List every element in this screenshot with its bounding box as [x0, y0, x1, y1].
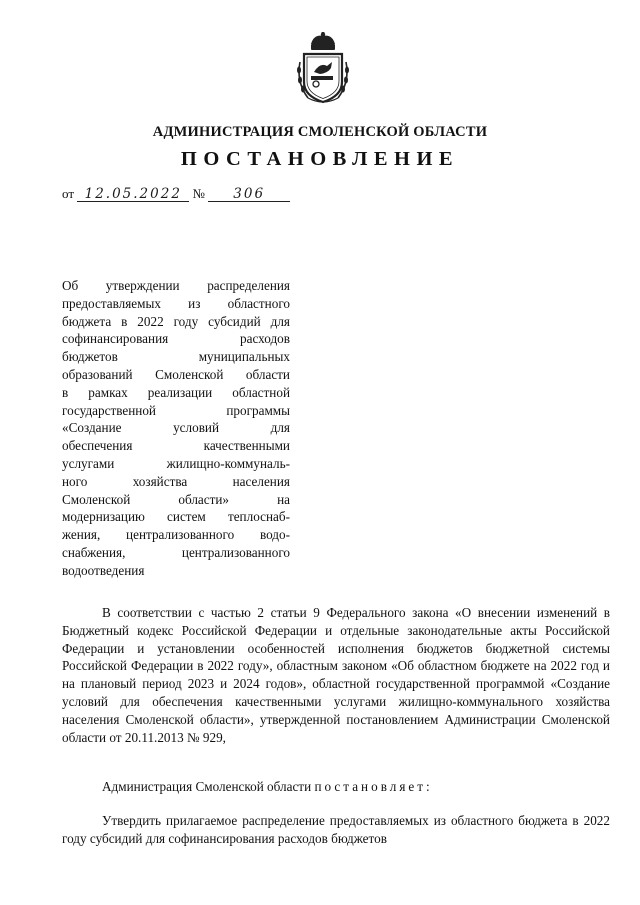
- subject-line: софинансирования расходов: [62, 331, 290, 347]
- preamble-paragraph: В соответствии с частью 2 статьи 9 Федерального закона «О внесении изменений в Бюджетный кодекс Российской Федерации и отдельные законодательные акты Российской Федерации и установлении особенностей исполнения бюджетов бюджетной системы Российской Федерации в 2022 году», областным законом «Об областном бюджете на 2022 год и на плановый период 2023 и 2024 годов», областной государственной программой «Создание условий для обеспечения качественными услугами жилищно-коммунального хозяйства населения Смоленской области», утвержденной постановлением Администрации Смоленской области от 20.11.2013 № 929,: [62, 605, 610, 745]
- date-line: [62, 186, 290, 202]
- subject-line: Смоленской области» на: [62, 491, 290, 507]
- subject-line: «Создание условий для: [62, 420, 290, 436]
- document-subject: [62, 277, 290, 580]
- resolution-verb: постановляет:: [314, 779, 433, 794]
- subject-line: бюджета в 2022 году субсидий для: [62, 313, 290, 329]
- subject-line: услугами жилищно-коммуналь-: [62, 455, 290, 471]
- date-from-label: от: [62, 186, 75, 201]
- resolution-subject: Администрация Смоленской области: [102, 779, 312, 794]
- subject-line: снабжения, централизованного: [62, 544, 290, 560]
- subject-line: Об утверждении распределения: [62, 278, 290, 293]
- subject-line: ного хозяйства населения: [62, 473, 290, 489]
- subject-line: водоотведения: [62, 562, 145, 578]
- resolution-paragraph: [62, 778, 610, 796]
- document-type-title: ПОСТАНОВЛЕНИЕ: [180, 148, 460, 170]
- subject-line: обеспечения качественными: [62, 438, 290, 454]
- subject-line: образований Смоленской области: [62, 366, 290, 382]
- operative-paragraph: Утвердить прилагаемое распределение предоставляемых из областного бюджета в 2022 году субсидий для софинансирования расходов бюджетов: [62, 813, 610, 846]
- number-label: №: [192, 186, 205, 201]
- subject-line: в рамках реализации областной: [62, 384, 290, 400]
- subject-line: модернизацию систем теплоснаб-: [62, 509, 290, 525]
- document-number: 306: [208, 188, 290, 202]
- subject-line: бюджетов муниципальных: [62, 349, 290, 365]
- coat-of-arms-emblem: [294, 32, 352, 106]
- subject-line: государственной программы: [62, 402, 290, 418]
- organization-title: АДМИНИСТРАЦИЯ СМОЛЕНСКОЙ ОБЛАСТИ: [152, 124, 488, 140]
- subject-line: предоставляемых из областного: [62, 295, 290, 311]
- subject-line: жения, централизованного водо-: [62, 527, 290, 543]
- document-date: 12.05.2022: [77, 188, 189, 202]
